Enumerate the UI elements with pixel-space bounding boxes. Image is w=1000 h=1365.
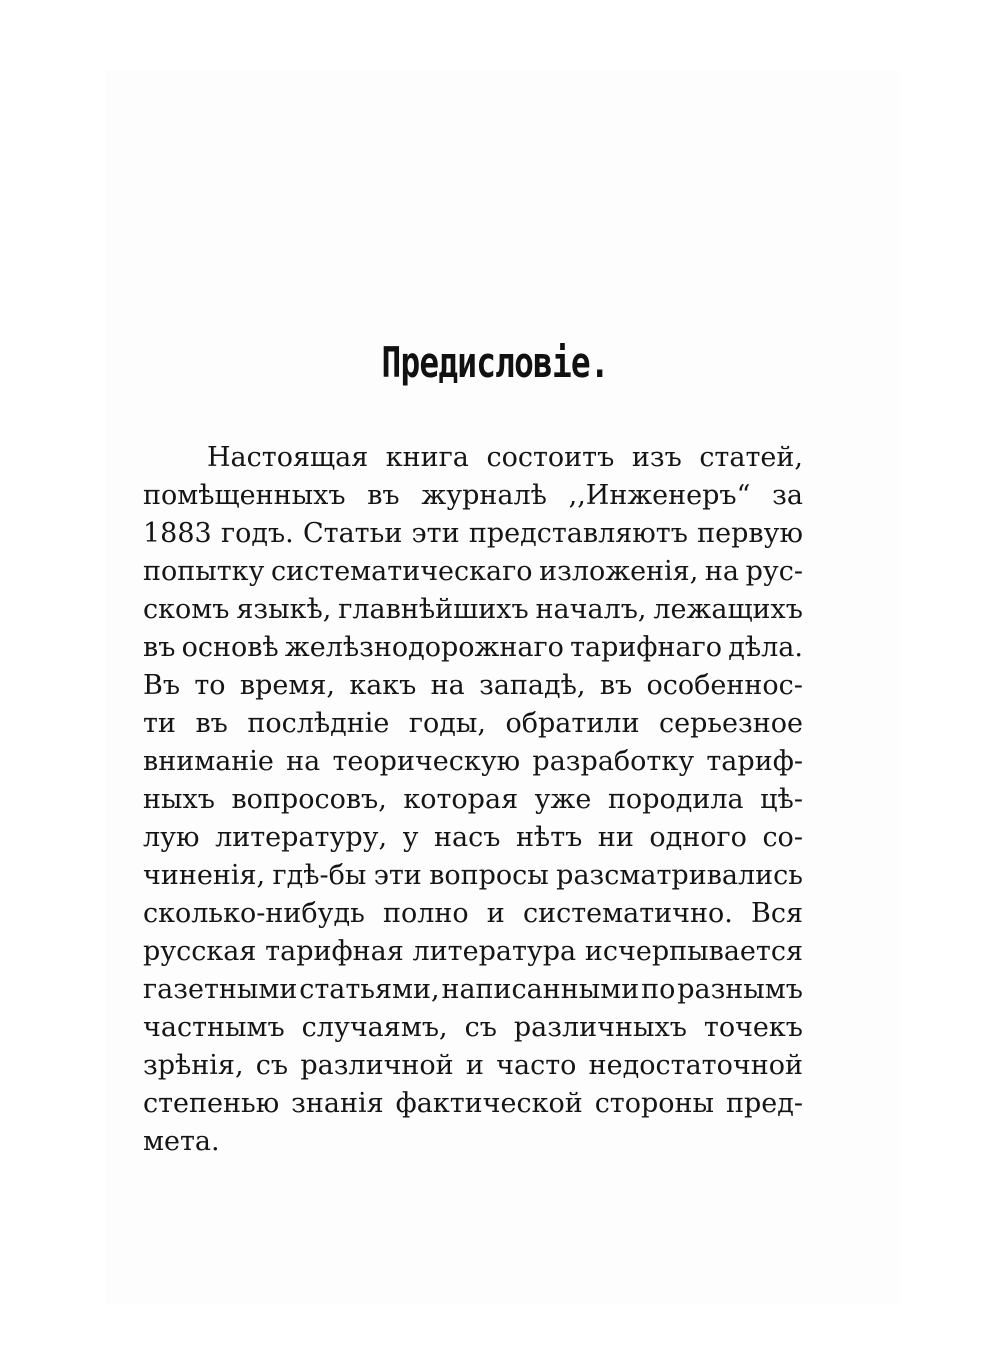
text-line: степенью знанія фактической стороны пред- — [143, 1088, 803, 1119]
text-line: газетными статьями, написанными по разнымъ — [143, 974, 803, 1005]
text-line: въ основѣ желѣзнодорожнаго тарифнаго дѣла. — [143, 632, 803, 663]
text-line: лую литературу, у насъ нѣтъ ни одного со- — [143, 822, 803, 853]
text-line: русская тарифная литература исчерпывается — [143, 936, 803, 967]
text-line: мета. — [143, 1126, 220, 1157]
text-line: вниманіе на теорическую разработку тариф- — [143, 746, 803, 777]
text-line: скомъ языкѣ, главнѣйшихъ началъ, лежащихъ — [143, 594, 803, 625]
text-line: ныхъ вопросовъ, которая уже породила цѣ- — [143, 784, 803, 815]
text-line: сколько-нибудь полно и систематично. Вся — [143, 898, 803, 929]
text-line: чиненія, гдѣ-бы эти вопросы разсматривались — [143, 860, 803, 891]
text-line: попытку систематическаго изложенія, на рус- — [143, 556, 803, 587]
preface-body — [143, 439, 803, 1161]
text-line: ти въ послѣдніе годы, обратили серьезное — [143, 708, 803, 739]
text-line: Настоящая книга состоитъ изъ статей, — [207, 442, 803, 473]
text-line: зрѣнія, съ различной и часто недостаточной — [143, 1050, 803, 1081]
text-line: помѣщенныхъ въ журналѣ ,,Инженеръ“ за — [143, 480, 803, 511]
page-title: Предисловіе. — [381, 338, 609, 387]
text-line: Въ то время, какъ на западѣ, въ особеннос- — [143, 670, 803, 701]
text-line: 1883 годъ. Статьи эти представляютъ первую — [143, 518, 803, 549]
text-line: частнымъ случаямъ, съ различныхъ точекъ — [143, 1012, 803, 1043]
